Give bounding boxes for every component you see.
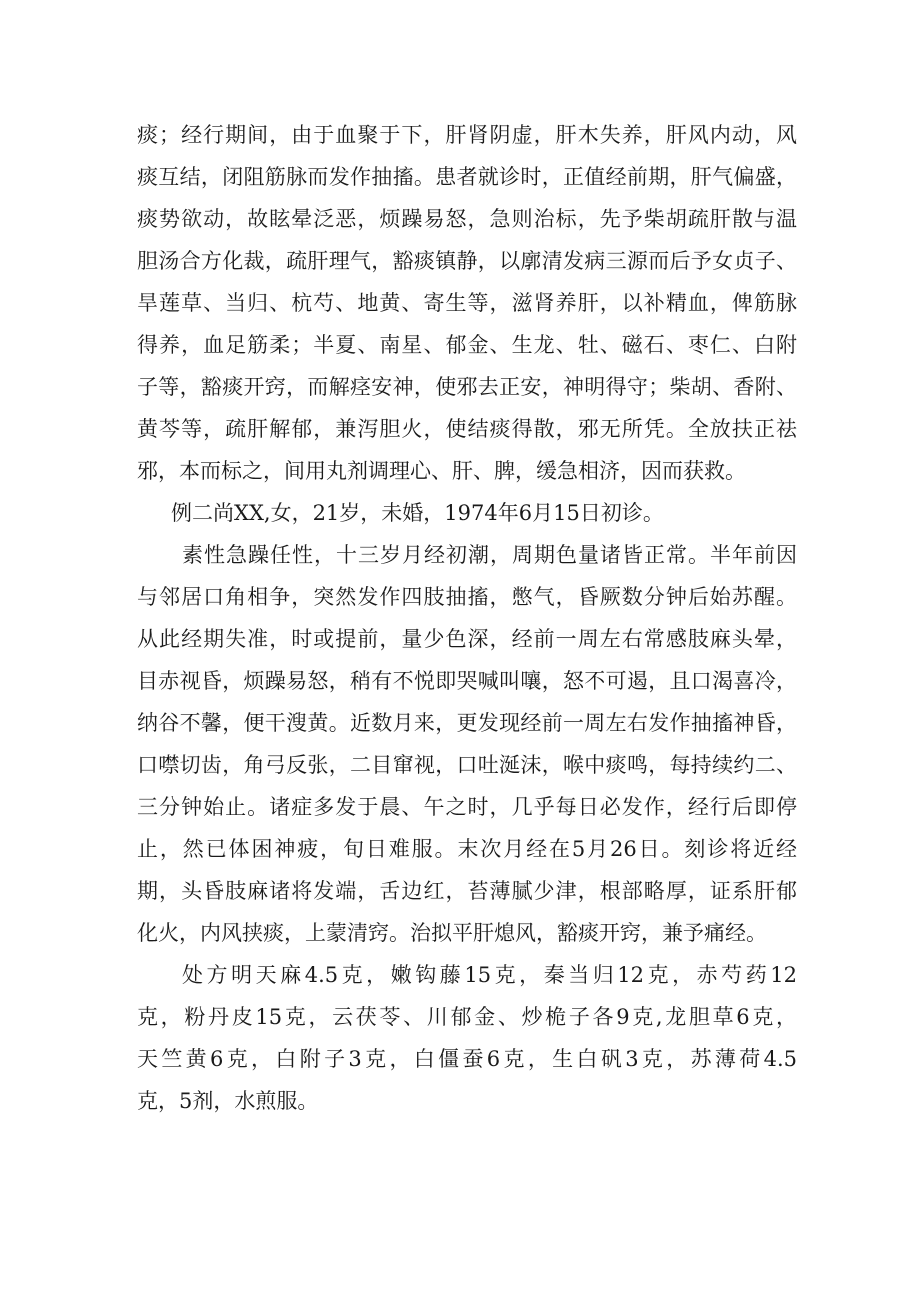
text-line: 止，然已体困神疲，旬日难服。末次月经在5月26日。刻诊将近经	[137, 837, 797, 861]
text-line: 素性急躁任性，十三岁月经初潮，周期色量诸皆正常。半年前因	[182, 543, 797, 567]
text-line: 得养，血足筋柔；半夏、南星、郁金、生龙、牡、磁石、枣仁、白附	[137, 333, 797, 357]
case-heading: 例二尚XX,女，21岁，未婚，1974年6月15日初诊。	[171, 501, 664, 525]
text-line: 从此经期失准，时或提前，量少色深，经前一周左右常感肢麻头晕，	[137, 627, 797, 651]
text-line: 目赤视昏，烦躁易怒，稍有不悦即哭喊叫嚷，怒不可遏，且口渴喜冷，	[137, 669, 797, 693]
text-line: 纳谷不馨，便干溲黄。近数月来，更发现经前一周左右发作抽搐神昏，	[137, 711, 797, 735]
text-line: 胆汤合方化裁，疏肝理气，豁痰镇静，以廓清发病三源而后予女贞子、	[137, 249, 797, 273]
text-line: 与邻居口角相争，突然发作四肢抽搐，憋气，昏厥数分钟后始苏醒。	[137, 585, 797, 609]
text-line: 天竺黄6克，白附子3克，白僵蚕6克，生白矾3克，苏薄荷4.5	[137, 1047, 797, 1071]
text-line: 期，头昏肢麻诸将发端，舌边红，苔薄腻少津，根部略厚，证系肝郁	[137, 879, 797, 903]
paragraph-case-heading	[137, 492, 797, 534]
text-line: 口噤切齿，角弓反张，二目窜视，口吐涎沫，喉中痰鸣，每持续约二、	[137, 753, 797, 777]
text-line: 化火，内风挟痰，上蒙清窍。治拟平肝熄风，豁痰开窍，兼予痛经。	[137, 921, 767, 945]
paragraph-analysis	[137, 114, 797, 492]
text-line: 黄芩等，疏肝解郁，兼泻胆火，使结痰得散，邪无所凭。全放扶正祛	[137, 417, 797, 441]
text-line: 痰势欲动，故眩晕泛恶，烦躁易怒，急则治标，先予柴胡疏肝散与温	[137, 207, 797, 231]
paragraph-case-history	[137, 534, 797, 954]
document-body	[137, 114, 797, 1122]
paragraph-prescription	[137, 954, 797, 1122]
text-line: 克，5剂，水煎服。	[137, 1089, 319, 1113]
text-line: 克，粉丹皮15克，云茯苓、川郁金、炒桅子各9克,龙胆草6克，	[137, 1005, 797, 1029]
text-line: 处方明天麻4.5克，嫩钩藤15克，秦当归12克，赤芍药12	[182, 963, 797, 987]
text-line: 痰互结，闭阻筋脉而发作抽搐。患者就诊时，正值经前期，肝气偏盛，	[137, 165, 797, 189]
text-line: 子等，豁痰开窍，而解痉安神，使邪去正安，神明得守；柴胡、香附、	[137, 375, 797, 399]
text-line: 三分钟始止。诸症多发于晨、午之时，几乎每日必发作，经行后即停	[137, 795, 797, 819]
text-line: 痰；经行期间，由于血聚于下，肝肾阴虚，肝木失养，肝风内动，风	[137, 123, 797, 147]
text-line: 旱莲草、当归、杭芍、地黄、寄生等，滋肾养肝，以补精血，俾筋脉	[137, 291, 797, 315]
text-line: 邪，本而标之，间用丸剂调理心、肝、脾，缓急相济，因而获救。	[137, 459, 746, 483]
